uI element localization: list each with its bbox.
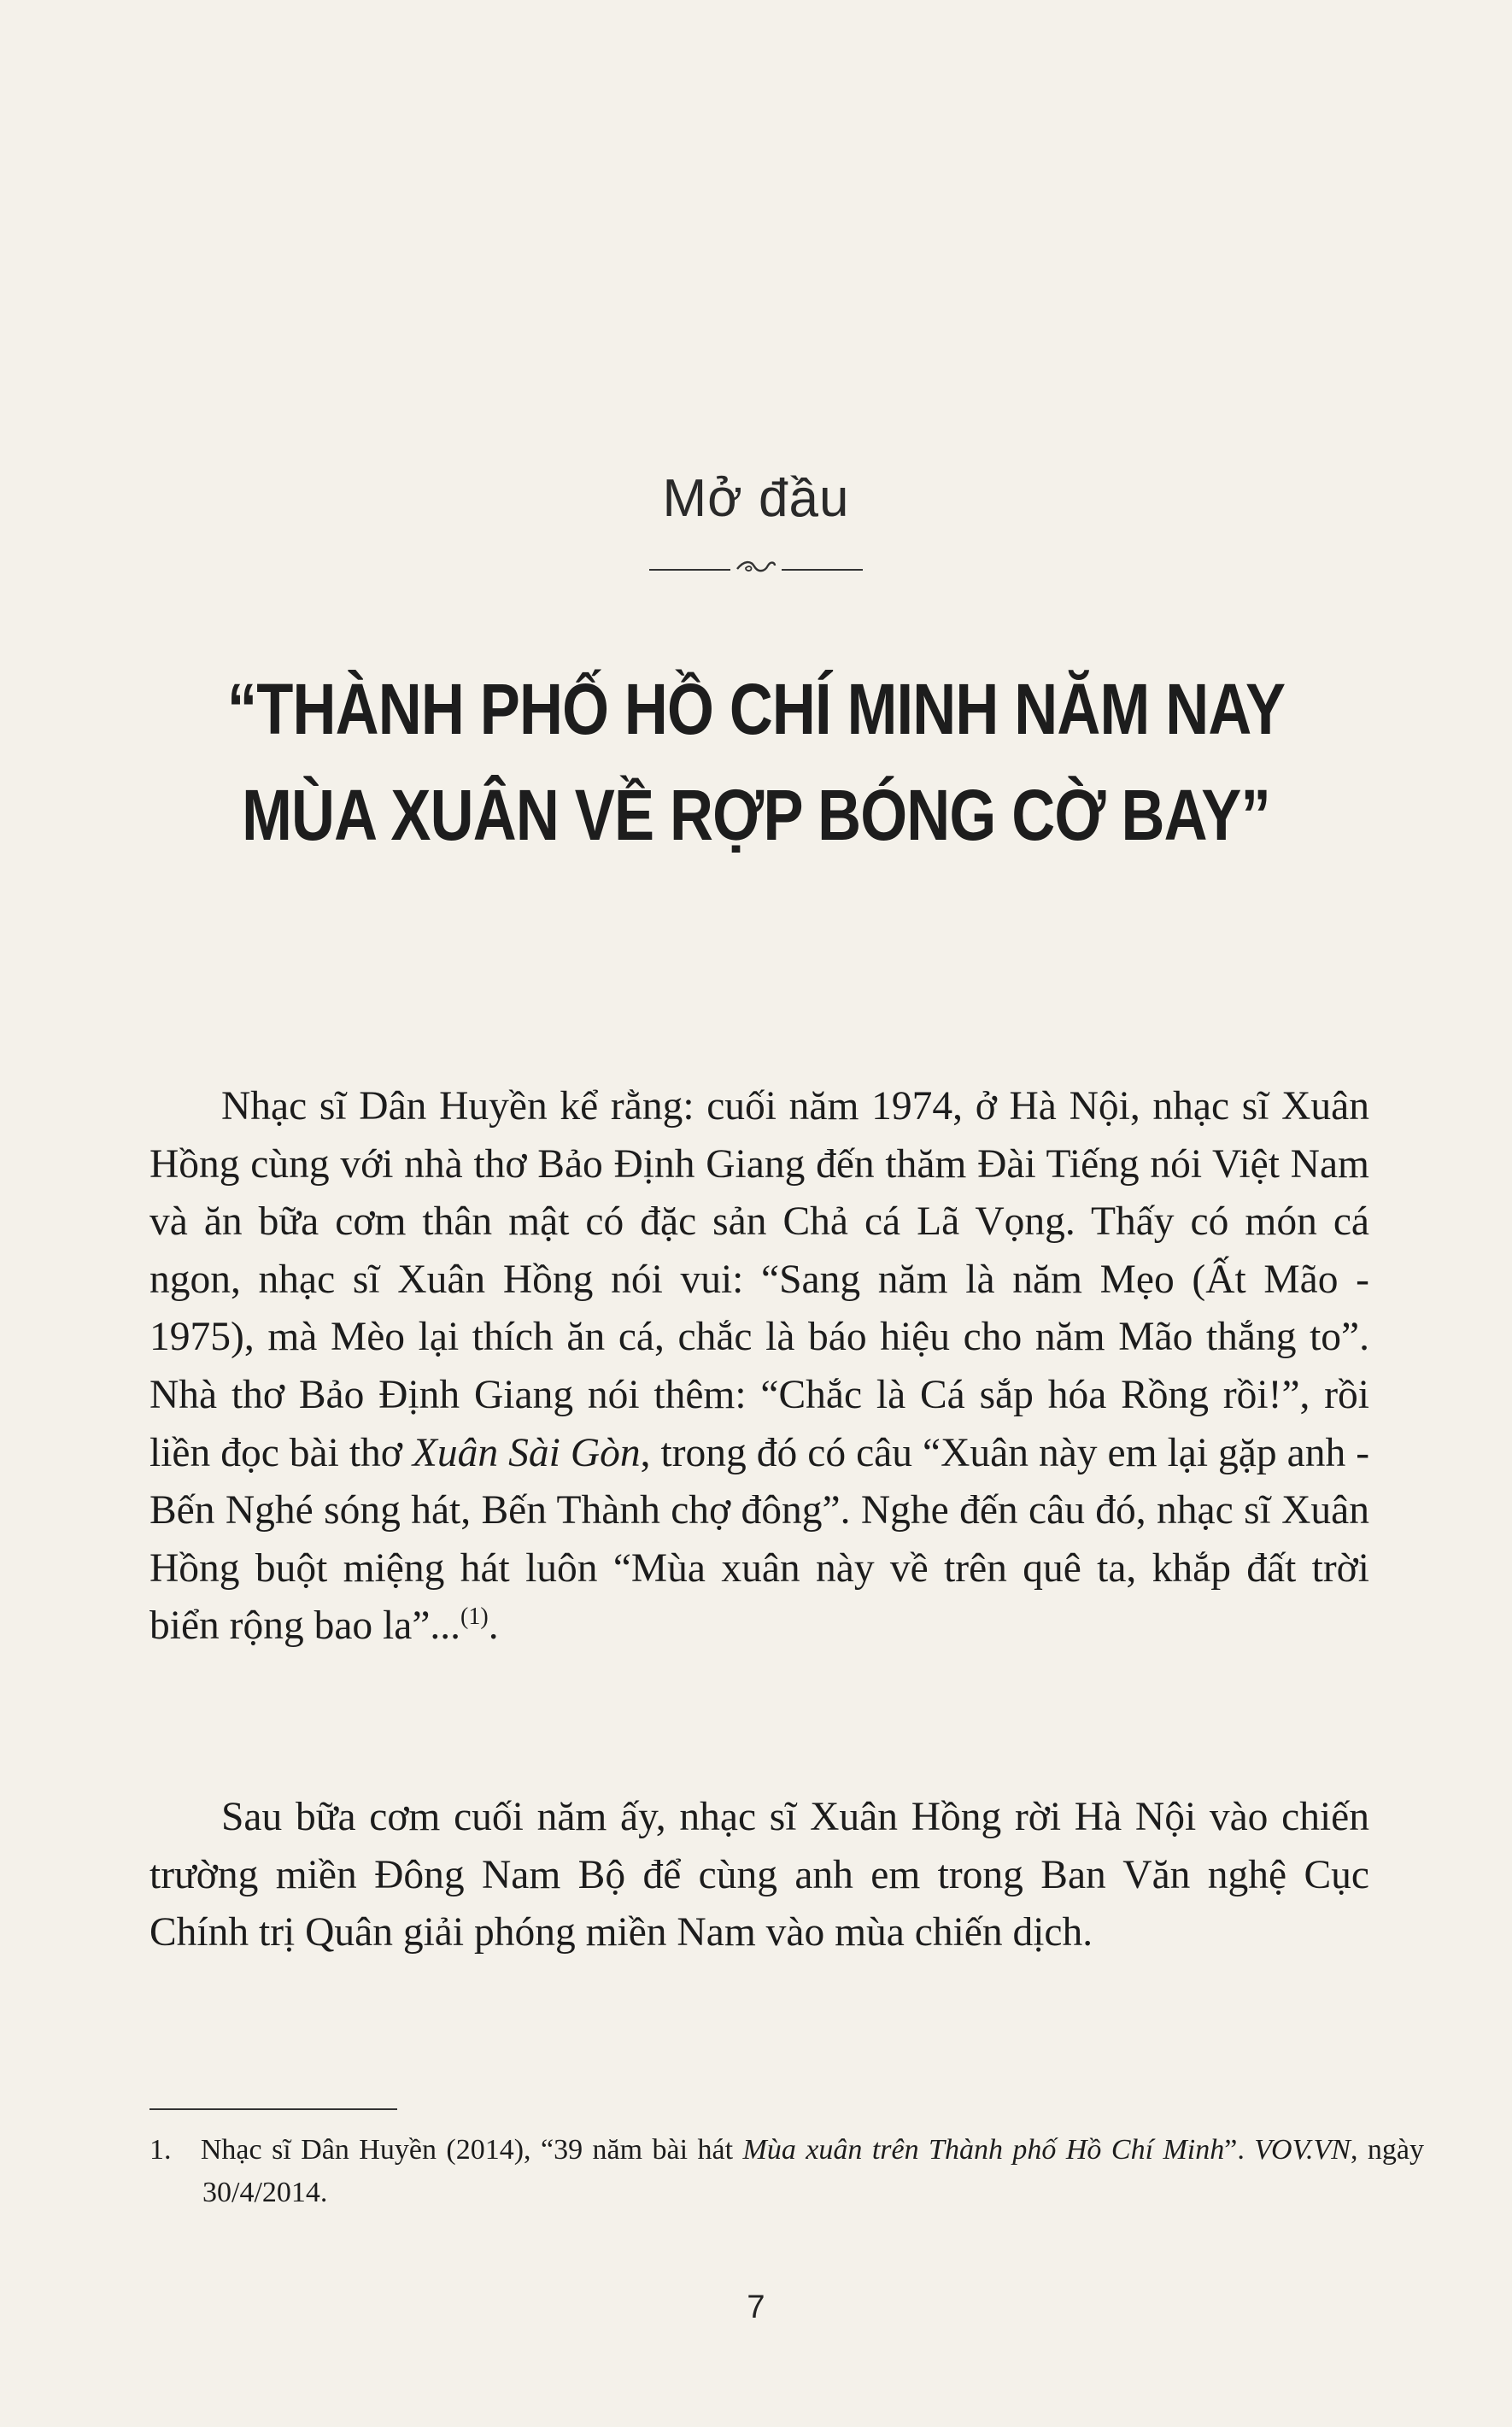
section-label: Mở đầu (662, 469, 850, 528)
footnote-text: ”. (1224, 2134, 1255, 2166)
footnote (149, 2129, 1424, 2214)
footnote-text: Nhạc sĩ Dân Huyền (2014), “39 năm bài hát (200, 2134, 743, 2166)
poem-title: Xuân Sài Gòn (412, 1430, 641, 1475)
body-paragraph-1 (149, 1078, 1369, 1656)
flourish-ornament-icon (730, 552, 782, 581)
footnote-divider (149, 2108, 397, 2110)
chapter-title-line-1: “THÀNH PHỐ HỒ CHÍ MINH NĂM NAY (226, 669, 1286, 749)
paragraph-text: . (488, 1603, 499, 1649)
footnote-source: VOV.VN (1254, 2134, 1351, 2166)
footnote-reference: (1) (460, 1603, 489, 1631)
page-number: 7 (747, 2289, 765, 2325)
flourish-ornament-icon (734, 557, 778, 576)
paragraph-text: , trong đó có câu “Xuân này em lại gặp anh - Bến Nghé sóng hát, Bến Thành chợ đông”. Nghe đến câu đó, nhạc sĩ Xuân Hồng buột miệng hát luôn “Mùa xuân này về trên quê ta, khắp đất trời biển rộng bao la”... (149, 1430, 1370, 1649)
song-title: Mùa xuân trên Thành phố Hồ Chí Minh (742, 2134, 1225, 2166)
chapter-title-line-2: MÙA XUÂN VỀ RỢP BÓNG CỜ BAY” (242, 775, 1270, 855)
body-paragraph-2: Sau bữa cơm cuối năm ấy, nhạc sĩ Xuân Hồng rời Hà Nội vào chiến trường miền Đông Nam Bộ để cùng anh em trong Ban Văn nghệ Cục Chính trị Quân giải phóng miền Nam vào mùa chiến dịch. (149, 1795, 1369, 1955)
footnote-text: , ngày 30/4/2014. (202, 2134, 1424, 2208)
footnote-number: 1. (149, 2134, 172, 2166)
paragraph-text: Nhạc sĩ Dân Huyền kể rằng: cuối năm 1974, ở Hà Nội, nhạc sĩ Xuân Hồng cùng với nhà thơ Bảo Định Giang đến thăm Đài Tiếng nói Việt Nam và ăn bữa cơm thân mật có đặc sản Chả cá Lã Vọng. Thấy có món cá ngon, nhạc sĩ Xuân Hồng nói vui: “Sang năm là năm Mẹo (Ất Mão - 1975), mà Mèo lại thích ăn cá, chắc là báo hiệu cho năm Mão thắng to”. Nhà thơ Bảo Định Giang nói thêm: “Chắc là Cá sắp hóa Rồng rồi!”, rồi liền đọc bài thơ (149, 1084, 1369, 1475)
